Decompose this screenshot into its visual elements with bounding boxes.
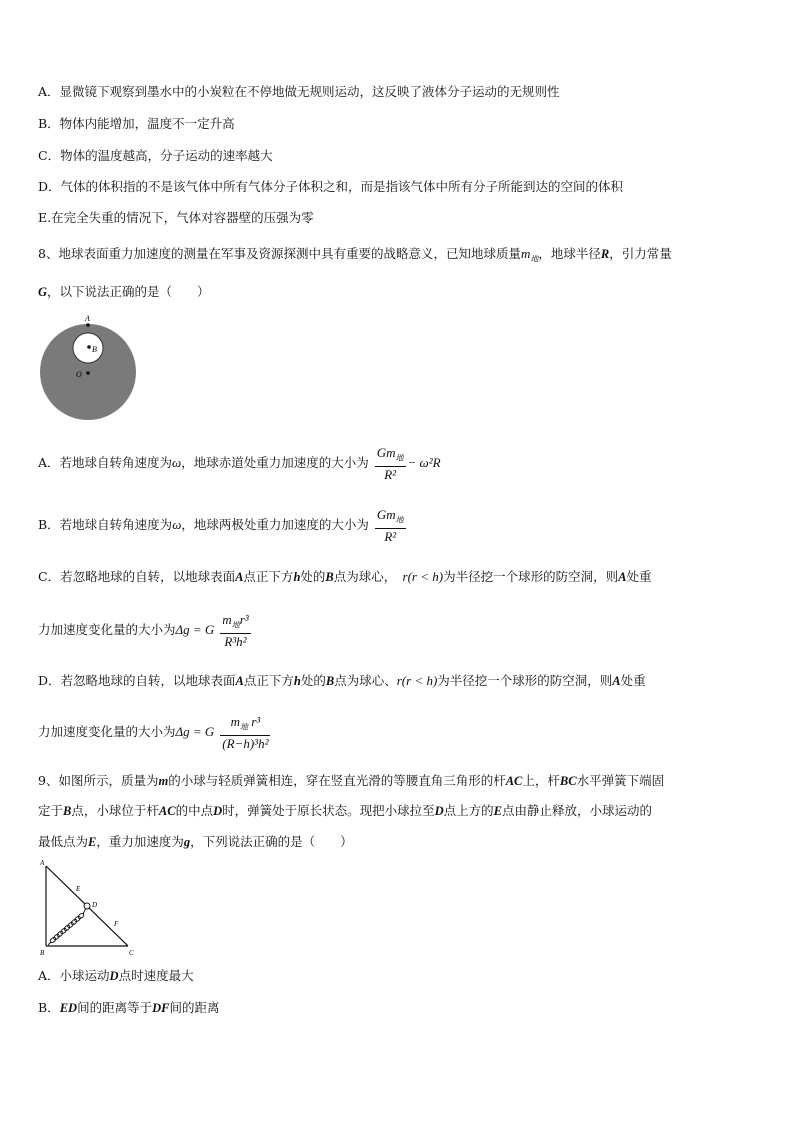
q7-option-e: E.在完全失重的情况下，气体对容器壁的压强为零: [38, 210, 314, 225]
q9-stem-line2: 定于B点，小球位于杆AC的中点D时，弹簧处于原长状态。现把小球拉至D点上方的E点由静止释放，小球运动的: [38, 803, 653, 818]
label-d: D: [92, 901, 98, 909]
q7-option-d: D．气体的体积指的不是该气体中所有气体分子体积之和，而是指该气体中所有分子所能到达的空间的体积: [38, 179, 624, 194]
label-f: F: [114, 920, 119, 928]
label-a: A: [40, 859, 45, 867]
label-o: O: [76, 370, 82, 379]
q8-stem-line2: G，以下说法正确的是（ ）: [38, 284, 210, 299]
point-o: [86, 371, 90, 375]
fraction-c: $\frac{m_地r^3}{\text{R³h²}}$: [222, 612, 249, 649]
label-b: B: [40, 949, 45, 957]
q8-option-d-line2: 力加速度变化量的大小为Δg = G $\frac{m_地 r^3}{\text{(R−h)³h²}}$: [38, 714, 269, 751]
q8-option-b: B．若地球自转角速度为ω，地球两极处重力加速度的大小为 $\frac{Gm_地}{\text{R²}}$: [38, 507, 404, 544]
label-a: A: [85, 314, 90, 323]
q8-stem-line1: 8、地球表面重力加速度的测量在军事及资源探测中具有重要的战略意义，已知地球质量$m_地$，地球半径R，引力常量: [38, 246, 672, 264]
q8-option-c-line2: 力加速度变化量的大小为Δg = G $\frac{m_地r^3}{\text{R³h²}}$: [38, 612, 249, 649]
label-c: C: [129, 949, 134, 957]
q8-option-d-line1: D．若忽略地球的自转，以地球表面A点正下方h处的B点为球心、r(r < h)为半径挖一个球形的防空洞，则A处重: [38, 673, 646, 688]
q9-triangle-figure: [36, 858, 146, 960]
q7-option-a: A．显微镜下观察到墨水中的小炭粒在不停地做无规则运动，这反映了液体分子运动的无规则性: [38, 84, 560, 99]
fraction-gm-r2: $\frac{Gm_地}{\text{R²}}$: [376, 445, 404, 482]
point-b: [87, 345, 91, 349]
label-b: B: [92, 345, 97, 354]
q8-option-a: A．若地球自转角速度为ω，地球赤道处重力加速度的大小为 $\frac{Gm_地}{\text{R²}}$ − ω²R: [38, 445, 441, 482]
q9-stem-line3: 最低点为E，重力加速度为g，下列说法正确的是（ ）: [38, 834, 353, 849]
q7-option-c: C．物体的温度越高，分子运动的速率越大: [38, 148, 273, 163]
ball-d: [84, 903, 90, 909]
fraction-d: $\frac{m_地 r^3}{\text{(R−h)³h²}}$: [222, 714, 269, 751]
q9-stem-line1: 9、如图所示，质量为m的小球与轻质弹簧相连，穿在竖直光滑的等腰直角三角形的杆AC上，杆BC水平弹簧下端固: [38, 773, 665, 788]
q9-option-a: A．小球运动D点时速度最大: [38, 968, 194, 983]
q8-earth-figure: [38, 310, 142, 424]
label-e: E: [76, 885, 81, 893]
q9-option-b: B．ED间的距离等于DF间的距离: [38, 1000, 220, 1015]
fraction-gm-r2: $\frac{Gm_地}{\text{R²}}$: [376, 507, 404, 544]
spring: [48, 908, 86, 945]
q8-option-c-line1: C．若忽略地球的自转，以地球表面A点正下方h处的B点为球心， r(r < h)为半径挖一个球形的防空洞，则A处重: [38, 569, 652, 584]
point-a: [86, 323, 90, 327]
q7-option-b: B．物体内能增加，温度不一定升高: [38, 116, 235, 131]
